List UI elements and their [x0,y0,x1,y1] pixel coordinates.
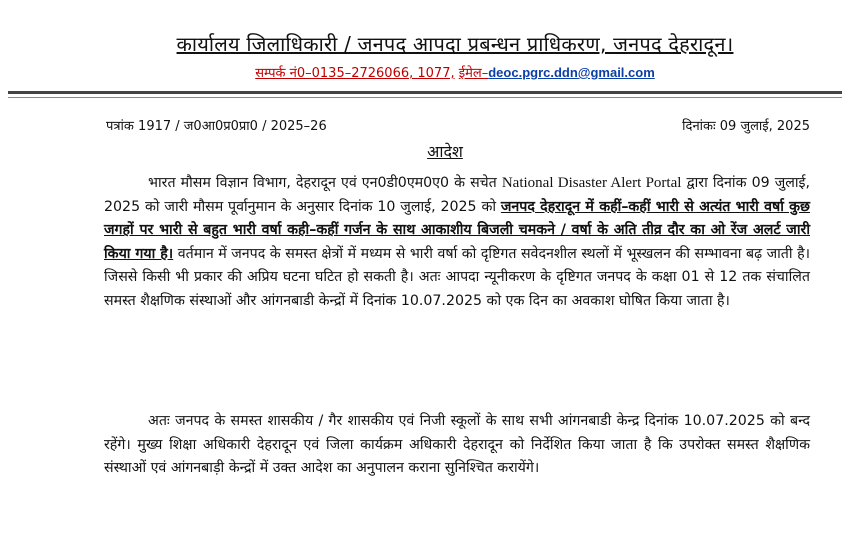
para1-intro: भारत मौसम विज्ञान विभाग, देहरादून एवं एन0डी0एम0ए0 के सचेत [148,175,502,191]
contact-numbers: सम्पर्क नं0–0135–2726066, 1077, [255,66,455,81]
header-divider [8,91,842,94]
email-link[interactable]: deoc.pgrc.ddn@gmail.com [488,65,655,80]
document-date: दिनांकः 09 जुलाई, 2025 [682,119,810,134]
portal-name: National Disaster Alert Portal [501,175,682,191]
alert-statement: जनपद देहरादून में कहीं–कहीं भारी से अत्यंत भारी वर्षा कुछ जगहों पर भारी से बहुत भारी वर्षा कही–कहीं गर्जन के साथ आकाशीय बिजली चमकने / वर्षा के अति तीव्र दौर का ओ रेंज अलर्ट जारी किया गया है। [104,198,811,262]
reference-number: पत्रांक 1917 / ज0आ0प्र0प्रा0 / 2025–26 [106,119,327,134]
order-paragraph-1 [104,172,810,314]
office-title: कार्यालय जिलाधिकारी / जनपद आपदा प्रबन्धन प्राधिकरण, जनपद देहरादून। [176,32,734,56]
email-label: ईमेल– [458,66,489,81]
order-paragraph-2: अतः जनपद के समस्त शासकीय / गैर शासकीय एवं निजी स्कूलों के साथ सभी आंगनबाडी केन्द्र दिनांक 10.07.2025 को बन्द रहेंगे। मुख्य शिक्षा अधिकारी देहरादून एवं जिला कार्यक्रम अधिकारी देहरादून को निर्देशित किया जाता है कि उपरोक्त समस्त शैक्षणिक संस्थाओं एवं आंगनबाड़ी केन्द्रों में उक्त आदेश का अनुपालन कराना सुनिश्चित करायेंगे। [104,413,810,477]
contact-line [0,63,850,81]
order-heading: आदेश [427,142,463,161]
para1-forecast: द्वारा दिनांक 09 जुलाई, 2025 को जारी मौसम पूर्वानुमान के अनुसार दिनांक 10 जुलाई, 2025 को [104,175,810,215]
header-divider-thin [8,97,842,98]
para1-closing: वर्तमान में जनपद के समस्त क्षेत्रों में मध्यम से भारी वर्षा को दृष्टिगत सवेदनशील स्थलों में भूस्खलन की सम्भावना बढ़ जाती है। जिससे किसी भी प्रकार की अप्रिय घटना घटित हो सकती है। अतः आपदा न्यूनीकरण के दृष्टिगत जनपद के कक्षा 01 से 12 तक संचालित समस्त शैक्षणिक संस्थाओं और आंगनबाडी केन्द्रों में दिनांक 10.07.2025 को एक दिन का अवकाश घोषित किया जाता है। [104,245,811,309]
